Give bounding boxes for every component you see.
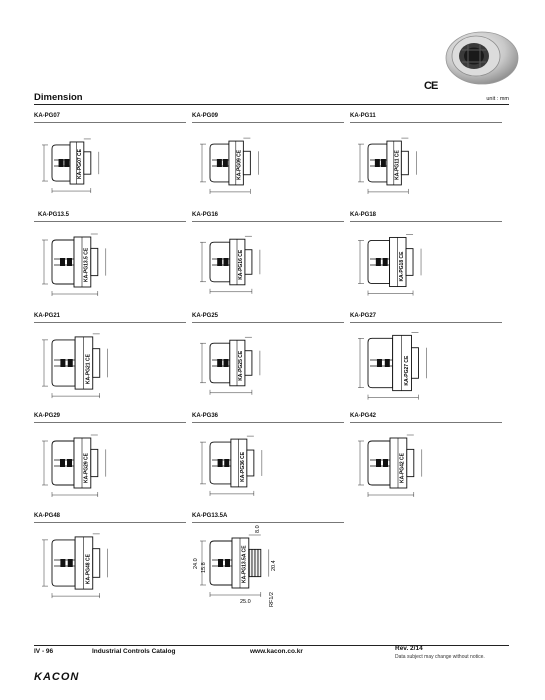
seal-insert <box>60 559 65 567</box>
thread-section <box>93 549 100 578</box>
gland-dimension-drawing <box>354 427 464 515</box>
seal-insert <box>67 258 72 266</box>
seal-insert <box>68 559 73 567</box>
engraved-model-text: KA-PG25 CE <box>238 350 245 381</box>
model-label: KA-PG07 <box>34 113 61 119</box>
seal-insert <box>376 258 381 266</box>
dimension-label-c: 20.4 <box>270 560 277 571</box>
seal-insert <box>59 159 64 167</box>
seal-insert <box>217 258 222 266</box>
engraved-model-text: KA-PG21 CE <box>85 354 92 385</box>
thread-section <box>245 250 252 275</box>
model-label: KA-PG13.5A <box>192 513 228 519</box>
ce-mark: CE <box>424 80 438 92</box>
gland-dimension-drawing <box>38 327 148 415</box>
engraved-model-text: KA-PG09 CE <box>236 149 243 180</box>
section-title: Dimension <box>34 92 83 103</box>
model-label: KA-PG11 <box>350 113 376 119</box>
seal-insert <box>383 258 388 266</box>
engraved-model-text: KA-PG18 CE <box>398 251 405 282</box>
model-label: KA-PG09 <box>192 113 219 119</box>
thread-section <box>84 152 91 174</box>
dimension-label-d: 25.0 <box>240 599 251 605</box>
seal-insert <box>377 359 382 367</box>
cell-divider <box>350 221 502 222</box>
disclaimer-note: Data subject may change without notice. <box>395 654 485 660</box>
gland-dimension-drawing <box>354 327 464 415</box>
seal-insert <box>67 459 72 467</box>
catalog-title: Industrial Controls Catalog <box>92 648 176 655</box>
gland-dimension-drawing <box>196 327 306 415</box>
model-label: KA-PG48 <box>34 513 61 519</box>
seal-insert <box>224 459 229 467</box>
footer-rule <box>34 645 509 646</box>
cell-divider <box>192 122 344 123</box>
cell-divider <box>34 122 186 123</box>
gland-dimension-drawing <box>196 427 306 515</box>
seal-insert <box>218 559 223 567</box>
seal-insert <box>218 459 223 467</box>
seal-insert <box>60 258 65 266</box>
thread-section <box>247 450 254 476</box>
engraved-model-text: KA-PG13.5 CE <box>83 247 90 282</box>
seal-insert <box>224 258 229 266</box>
dimension-label-a: 24.0 <box>193 558 199 569</box>
dimension-label-b: 15.8 <box>201 562 207 573</box>
cell-divider <box>350 422 502 423</box>
dimension-label-e: 8.0 <box>254 525 261 533</box>
engraved-model-text: KA-PG27 CE <box>403 355 410 386</box>
cable-gland-photo <box>438 22 524 88</box>
cell-divider <box>34 221 186 222</box>
seal-insert <box>385 359 390 367</box>
seal-insert <box>60 459 65 467</box>
engraved-model-text: KA-PG42 CE <box>399 452 406 483</box>
gland-dimension-drawing <box>38 527 148 615</box>
engraved-model-text: KA-PG36 CE <box>239 451 246 482</box>
seal-insert <box>60 359 65 367</box>
model-label: KA-PG18 <box>350 212 377 218</box>
model-label: KA-PG36 <box>192 413 219 419</box>
seal-insert <box>383 459 388 467</box>
thread-section <box>411 348 418 379</box>
engraved-model-text: KA-PG48 CE <box>85 554 92 585</box>
gland-dimension-drawing <box>354 127 464 215</box>
seal-insert <box>223 159 228 167</box>
brand-logo: KACON <box>34 671 80 683</box>
gland-dimension-drawing <box>193 525 306 615</box>
seal-insert <box>381 159 386 167</box>
thread-section <box>243 151 250 174</box>
seal-insert <box>375 159 380 167</box>
cell-divider <box>192 522 344 523</box>
seal-insert <box>64 159 69 167</box>
model-label: KA-PG42 <box>350 413 377 419</box>
thread-section <box>406 249 413 276</box>
page-number: IV - 96 <box>34 648 54 655</box>
model-label: KA-PG29 <box>34 413 61 419</box>
seal-insert <box>68 359 73 367</box>
thread-section <box>91 449 98 476</box>
cell-divider <box>34 522 186 523</box>
model-label: KA-PG13.5 <box>38 212 70 218</box>
cell-divider <box>350 122 502 123</box>
cell-divider <box>192 322 344 323</box>
gland-dimension-drawing <box>354 226 464 314</box>
unit-label: unit : mm <box>486 96 509 102</box>
seal-insert <box>225 559 230 567</box>
gland-dimension-drawing <box>38 427 148 515</box>
website-link[interactable]: www.kacon.co.kr <box>250 648 303 655</box>
engraved-model-text: KA-PG13.5A CE <box>241 545 248 583</box>
engraved-model-text: KA-PG11 CE <box>394 150 401 180</box>
thread-section <box>93 349 100 378</box>
cell-divider <box>192 422 344 423</box>
seal-insert <box>217 159 222 167</box>
seal-insert <box>224 359 229 367</box>
cell-divider <box>192 221 344 222</box>
model-label: KA-PG25 <box>192 313 219 319</box>
thread-section <box>245 351 252 376</box>
gland-dimension-drawing <box>38 226 148 314</box>
cell-divider <box>34 322 186 323</box>
engraved-model-text: KA-PG16 CE <box>238 249 245 280</box>
model-label: KA-PG16 <box>192 212 219 218</box>
header-rule <box>34 104 509 105</box>
seal-insert <box>217 359 222 367</box>
cell-divider <box>350 322 502 323</box>
thread-section <box>401 151 408 174</box>
engraved-model-text: KA-PG07 CE <box>77 149 84 180</box>
thread-section <box>91 248 98 275</box>
cell-divider <box>34 422 186 423</box>
gland-dimension-drawing <box>196 226 306 314</box>
revision-label: Rev. 2/14 <box>395 645 423 652</box>
model-label: KA-PG27 <box>350 313 377 319</box>
seal-insert <box>376 459 381 467</box>
gland-dimension-drawing <box>196 127 306 215</box>
thread-section <box>407 449 414 476</box>
model-label: KA-PG21 <box>34 313 61 319</box>
gland-dimension-drawing <box>38 127 148 215</box>
thread-spec-label: RF1/2 <box>268 592 275 607</box>
engraved-model-text: KA-PG29 CE <box>83 452 90 483</box>
